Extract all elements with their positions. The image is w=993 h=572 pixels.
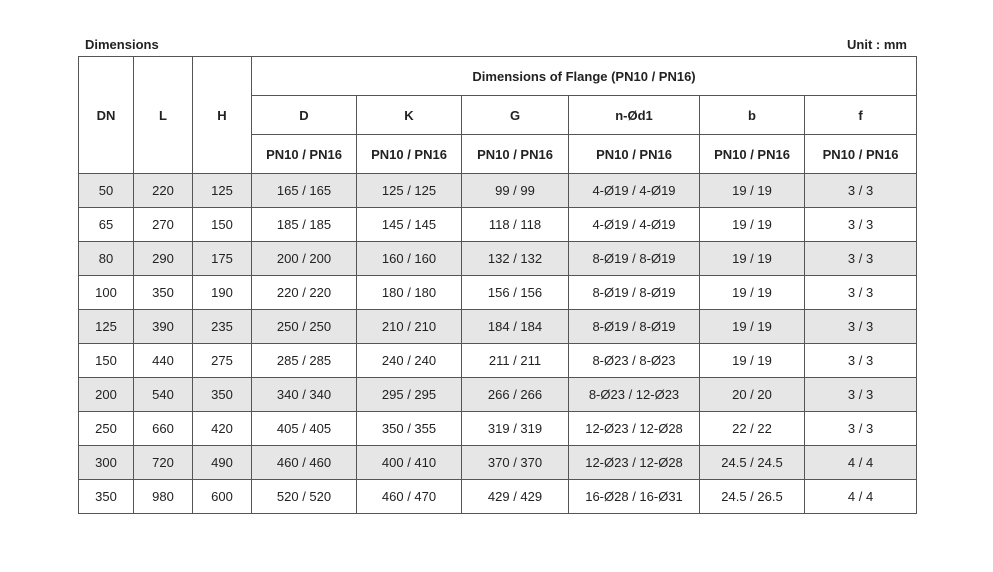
subheader-pn-f: PN10 / PN16 [805, 135, 917, 174]
cell-l: 440 [134, 344, 193, 378]
cell-f: 3 / 3 [805, 208, 917, 242]
header-h: H [193, 57, 252, 174]
subheader-pn-n-d1: PN10 / PN16 [569, 135, 700, 174]
cell-b: 19 / 19 [700, 276, 805, 310]
cell-l: 390 [134, 310, 193, 344]
cell-k: 240 / 240 [357, 344, 462, 378]
cell-g: 156 / 156 [462, 276, 569, 310]
unit-label: Unit : mm [847, 37, 907, 52]
table-row [79, 412, 917, 446]
cell-k: 145 / 145 [357, 208, 462, 242]
cell-l: 720 [134, 446, 193, 480]
cell-dn: 65 [79, 208, 134, 242]
cell-n-d1: 8-Ø23 / 8-Ø23 [569, 344, 700, 378]
cell-d: 200 / 200 [252, 242, 357, 276]
cell-h: 350 [193, 378, 252, 412]
cell-k: 460 / 470 [357, 480, 462, 514]
cell-d: 520 / 520 [252, 480, 357, 514]
table-row [79, 276, 917, 310]
cell-f: 4 / 4 [805, 446, 917, 480]
cell-g: 370 / 370 [462, 446, 569, 480]
cell-f: 3 / 3 [805, 242, 917, 276]
cell-dn: 250 [79, 412, 134, 446]
cell-n-d1: 8-Ø19 / 8-Ø19 [569, 242, 700, 276]
table-row [79, 446, 917, 480]
cell-f: 3 / 3 [805, 276, 917, 310]
cell-h: 150 [193, 208, 252, 242]
cell-dn: 100 [79, 276, 134, 310]
cell-b: 19 / 19 [700, 242, 805, 276]
table-row [79, 242, 917, 276]
cell-n-d1: 4-Ø19 / 4-Ø19 [569, 174, 700, 208]
header-f: f [805, 96, 917, 135]
cell-n-d1: 8-Ø19 / 8-Ø19 [569, 310, 700, 344]
cell-k: 350 / 355 [357, 412, 462, 446]
cell-k: 180 / 180 [357, 276, 462, 310]
cell-b: 19 / 19 [700, 174, 805, 208]
subheader-pn-k: PN10 / PN16 [357, 135, 462, 174]
header-dn: DN [79, 57, 134, 174]
cell-dn: 150 [79, 344, 134, 378]
cell-d: 460 / 460 [252, 446, 357, 480]
cell-dn: 350 [79, 480, 134, 514]
cell-l: 660 [134, 412, 193, 446]
header-n-d1: n-Ød1 [569, 96, 700, 135]
header-g: G [462, 96, 569, 135]
cell-f: 3 / 3 [805, 412, 917, 446]
table-caption: Dimensions [85, 37, 159, 52]
table-row [79, 344, 917, 378]
cell-g: 211 / 211 [462, 344, 569, 378]
cell-h: 275 [193, 344, 252, 378]
cell-f: 3 / 3 [805, 310, 917, 344]
table-row [79, 208, 917, 242]
cell-f: 3 / 3 [805, 378, 917, 412]
cell-b: 22 / 22 [700, 412, 805, 446]
cell-b: 20 / 20 [700, 378, 805, 412]
cell-n-d1: 8-Ø19 / 8-Ø19 [569, 276, 700, 310]
cell-l: 980 [134, 480, 193, 514]
cell-k: 295 / 295 [357, 378, 462, 412]
cell-b: 19 / 19 [700, 208, 805, 242]
cell-h: 125 [193, 174, 252, 208]
cell-h: 420 [193, 412, 252, 446]
cell-n-d1: 8-Ø23 / 12-Ø23 [569, 378, 700, 412]
cell-f: 4 / 4 [805, 480, 917, 514]
cell-l: 540 [134, 378, 193, 412]
table-row [79, 310, 917, 344]
cell-g: 184 / 184 [462, 310, 569, 344]
cell-n-d1: 4-Ø19 / 4-Ø19 [569, 208, 700, 242]
cell-b: 19 / 19 [700, 310, 805, 344]
cell-l: 270 [134, 208, 193, 242]
header-d: D [252, 96, 357, 135]
cell-l: 350 [134, 276, 193, 310]
cell-dn: 300 [79, 446, 134, 480]
cell-d: 220 / 220 [252, 276, 357, 310]
cell-g: 429 / 429 [462, 480, 569, 514]
cell-h: 190 [193, 276, 252, 310]
dimensions-table [78, 56, 917, 514]
cell-n-d1: 12-Ø23 / 12-Ø28 [569, 412, 700, 446]
subheader-pn-g: PN10 / PN16 [462, 135, 569, 174]
table-body [79, 174, 917, 514]
cell-g: 132 / 132 [462, 242, 569, 276]
cell-k: 125 / 125 [357, 174, 462, 208]
cell-n-d1: 16-Ø28 / 16-Ø31 [569, 480, 700, 514]
cell-f: 3 / 3 [805, 344, 917, 378]
cell-g: 319 / 319 [462, 412, 569, 446]
cell-d: 250 / 250 [252, 310, 357, 344]
cell-dn: 200 [79, 378, 134, 412]
header-flange-group: Dimensions of Flange (PN10 / PN16) [252, 57, 917, 96]
header-l: L [134, 57, 193, 174]
table-row [79, 174, 917, 208]
cell-b: 24.5 / 26.5 [700, 480, 805, 514]
cell-d: 165 / 165 [252, 174, 357, 208]
cell-h: 600 [193, 480, 252, 514]
cell-g: 99 / 99 [462, 174, 569, 208]
cell-g: 266 / 266 [462, 378, 569, 412]
cell-k: 160 / 160 [357, 242, 462, 276]
cell-d: 285 / 285 [252, 344, 357, 378]
cell-d: 185 / 185 [252, 208, 357, 242]
cell-d: 405 / 405 [252, 412, 357, 446]
cell-l: 220 [134, 174, 193, 208]
header-b: b [700, 96, 805, 135]
cell-dn: 50 [79, 174, 134, 208]
cell-b: 19 / 19 [700, 344, 805, 378]
cell-h: 175 [193, 242, 252, 276]
table-row [79, 480, 917, 514]
cell-d: 340 / 340 [252, 378, 357, 412]
cell-dn: 125 [79, 310, 134, 344]
subheader-pn-b: PN10 / PN16 [700, 135, 805, 174]
cell-k: 210 / 210 [357, 310, 462, 344]
cell-n-d1: 12-Ø23 / 12-Ø28 [569, 446, 700, 480]
cell-l: 290 [134, 242, 193, 276]
header-k: K [357, 96, 462, 135]
cell-dn: 80 [79, 242, 134, 276]
cell-h: 235 [193, 310, 252, 344]
cell-k: 400 / 410 [357, 446, 462, 480]
cell-g: 118 / 118 [462, 208, 569, 242]
cell-h: 490 [193, 446, 252, 480]
subheader-pn-d: PN10 / PN16 [252, 135, 357, 174]
table-row [79, 378, 917, 412]
cell-f: 3 / 3 [805, 174, 917, 208]
cell-b: 24.5 / 24.5 [700, 446, 805, 480]
